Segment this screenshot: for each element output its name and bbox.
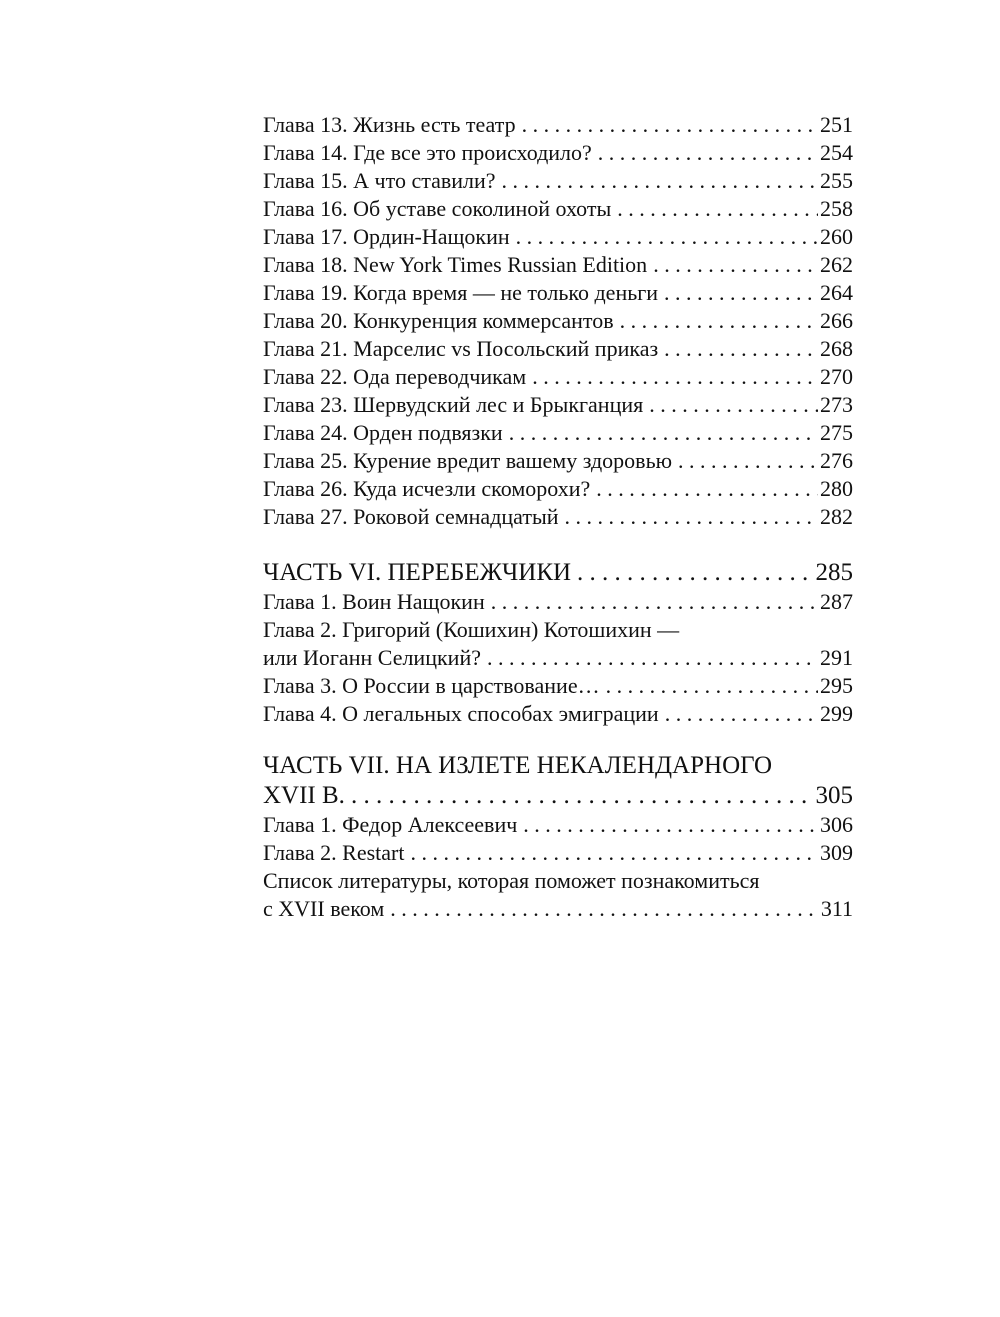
toc-entry-title: Глава 21. Марселис vs Посольский приказ (263, 336, 659, 361)
toc-entry-title: Глава 22. Ода переводчикам (263, 364, 527, 389)
dot-leader (523, 811, 818, 839)
toc-entry-page: 276 (820, 448, 853, 473)
toc-entry-page: 311 (820, 896, 853, 921)
toc-entry-page: 285 (815, 559, 853, 586)
toc-entry-title: Глава 2. Restart (263, 840, 405, 865)
toc-entry-title: Глава 1. Воин Нащокин (263, 589, 485, 614)
toc-entry-page: 299 (820, 701, 853, 726)
toc-entry-chapter-18[interactable] (263, 251, 853, 279)
toc-entry-title: Глава 20. Конкуренция коммерсантов (263, 308, 614, 333)
toc-entry-chapter-26[interactable] (263, 475, 853, 503)
toc-entry-title: Глава 26. Куда исчезли скоморохи? (263, 476, 591, 501)
toc-entry-page: 295 (820, 673, 853, 698)
toc-entry-part7-chapter-2[interactable] (263, 839, 853, 867)
toc-entry-part6-chapter-3[interactable] (263, 672, 853, 700)
toc-entry-page: 270 (820, 364, 853, 389)
toc-entry-title: Глава 15. А что ставили? (263, 168, 496, 193)
toc-entry-chapter-13[interactable] (263, 111, 853, 139)
dot-leader (606, 672, 818, 700)
section-spacer (263, 531, 853, 558)
toc-entry-chapter-19[interactable] (263, 279, 853, 307)
dot-leader (390, 895, 819, 923)
toc-entry-title: с XVII веком (263, 896, 385, 921)
dot-leader (516, 223, 818, 251)
toc-entry-part-7[interactable] (263, 781, 853, 811)
dot-leader (617, 195, 818, 223)
toc-entry-part-6[interactable] (263, 558, 853, 588)
toc-entry-part6-chapter-1[interactable] (263, 588, 853, 616)
toc-entry-title: Глава 17. Ордин-Нащокин (263, 224, 510, 249)
toc-entry-chapter-23[interactable] (263, 391, 853, 419)
toc-entry-part6-chapter-2-line1[interactable]: Глава 2. Григорий (Кошихин) Котошихин — (263, 617, 680, 642)
dot-leader (620, 307, 818, 335)
dot-leader (411, 839, 819, 867)
part-5-chapter-list (263, 111, 853, 531)
dot-leader (509, 419, 818, 447)
toc-entry-title: Глава 13. Жизнь есть театр (263, 112, 516, 137)
toc-entry-title: Глава 23. Шервудский лес и Брыкганция (263, 392, 644, 417)
toc-entry-page: 251 (820, 112, 853, 137)
part-heading-line1[interactable]: ЧАСТЬ VII. НА ИЗЛЕТЕ НЕКАЛЕНДАРНОГО (263, 752, 773, 779)
toc-entry-part6-chapter-2[interactable] (263, 644, 853, 672)
dot-leader (664, 279, 818, 307)
toc-entry-page: 260 (820, 224, 853, 249)
toc-entry-page: 255 (820, 168, 853, 193)
toc-entry-part6-chapter-4[interactable] (263, 700, 853, 728)
dot-leader (664, 335, 818, 363)
dot-leader (598, 139, 818, 167)
toc-entry-chapter-15[interactable] (263, 167, 853, 195)
toc-entry-page: 254 (820, 140, 853, 165)
dot-leader (491, 588, 818, 616)
dot-leader (565, 503, 818, 531)
dot-leader (502, 167, 818, 195)
toc-entry-chapter-17[interactable] (263, 223, 853, 251)
part-6-section (263, 558, 853, 728)
dot-leader (678, 447, 818, 475)
toc-entry-bibliography-line1[interactable]: Список литературы, которая поможет познакомиться (263, 868, 760, 893)
toc-entry-title: Глава 16. Об уставе соколиной охоты (263, 196, 612, 221)
toc-entry-bibliography[interactable] (263, 895, 853, 923)
dot-leader (665, 700, 818, 728)
toc-entry-page: 287 (820, 589, 853, 614)
toc-entry-part7-chapter-1[interactable] (263, 811, 853, 839)
toc-entry-title: Глава 1. Федор Алексеевич (263, 812, 518, 837)
toc-entry-title: Глава 4. О легальных способах эмиграции (263, 701, 659, 726)
toc-entry-title: Глава 19. Когда время — не только деньги (263, 280, 659, 305)
toc-entry-title: Глава 25. Курение вредит вашему здоровью (263, 448, 673, 473)
toc-entry-page: 266 (820, 308, 853, 333)
dot-leader (351, 781, 814, 811)
dot-leader (487, 644, 818, 672)
toc-entry-page: 305 (815, 782, 853, 809)
toc-entry-title: или Иоганн Селицкий? (263, 645, 481, 670)
toc-entry-chapter-20[interactable] (263, 307, 853, 335)
toc-entry-title: Глава 27. Роковой семнадцатый (263, 504, 559, 529)
toc-entry-chapter-27[interactable] (263, 503, 853, 531)
part-7-section (263, 751, 853, 923)
part-heading: XVII В. (263, 782, 345, 809)
toc-entry-title: Глава 14. Где все это происходило? (263, 140, 592, 165)
toc-entry-chapter-16[interactable] (263, 195, 853, 223)
table-of-contents (263, 111, 853, 923)
part-heading: ЧАСТЬ VI. ПЕРЕБЕЖЧИКИ (263, 559, 572, 586)
dot-leader (522, 111, 818, 139)
toc-entry-page: 273 (820, 392, 853, 417)
toc-entry-title: Глава 18. New York Times Russian Edition (263, 252, 648, 277)
dot-leader (649, 391, 818, 419)
dot-leader (596, 475, 818, 503)
toc-entry-page: 291 (820, 645, 853, 670)
dot-leader (532, 363, 818, 391)
toc-entry-chapter-21[interactable] (263, 335, 853, 363)
toc-entry-page: 309 (820, 840, 853, 865)
toc-entry-page: 268 (820, 336, 853, 361)
toc-entry-chapter-22[interactable] (263, 363, 853, 391)
toc-entry-page: 258 (820, 196, 853, 221)
toc-entry-page: 280 (820, 476, 853, 501)
toc-entry-page: 264 (820, 280, 853, 305)
section-spacer (263, 728, 853, 751)
toc-entry-page: 306 (820, 812, 853, 837)
toc-entry-page: 262 (820, 252, 853, 277)
toc-entry-title: Глава 24. Орден подвязки (263, 420, 503, 445)
dot-leader (653, 251, 818, 279)
toc-entry-chapter-14[interactable] (263, 139, 853, 167)
toc-entry-title: Глава 3. О России в царствование… (263, 673, 600, 698)
dot-leader (577, 558, 813, 588)
toc-entry-chapter-25[interactable] (263, 447, 853, 475)
toc-entry-page: 275 (820, 420, 853, 445)
toc-entry-chapter-24[interactable] (263, 419, 853, 447)
toc-entry-page: 282 (820, 504, 853, 529)
